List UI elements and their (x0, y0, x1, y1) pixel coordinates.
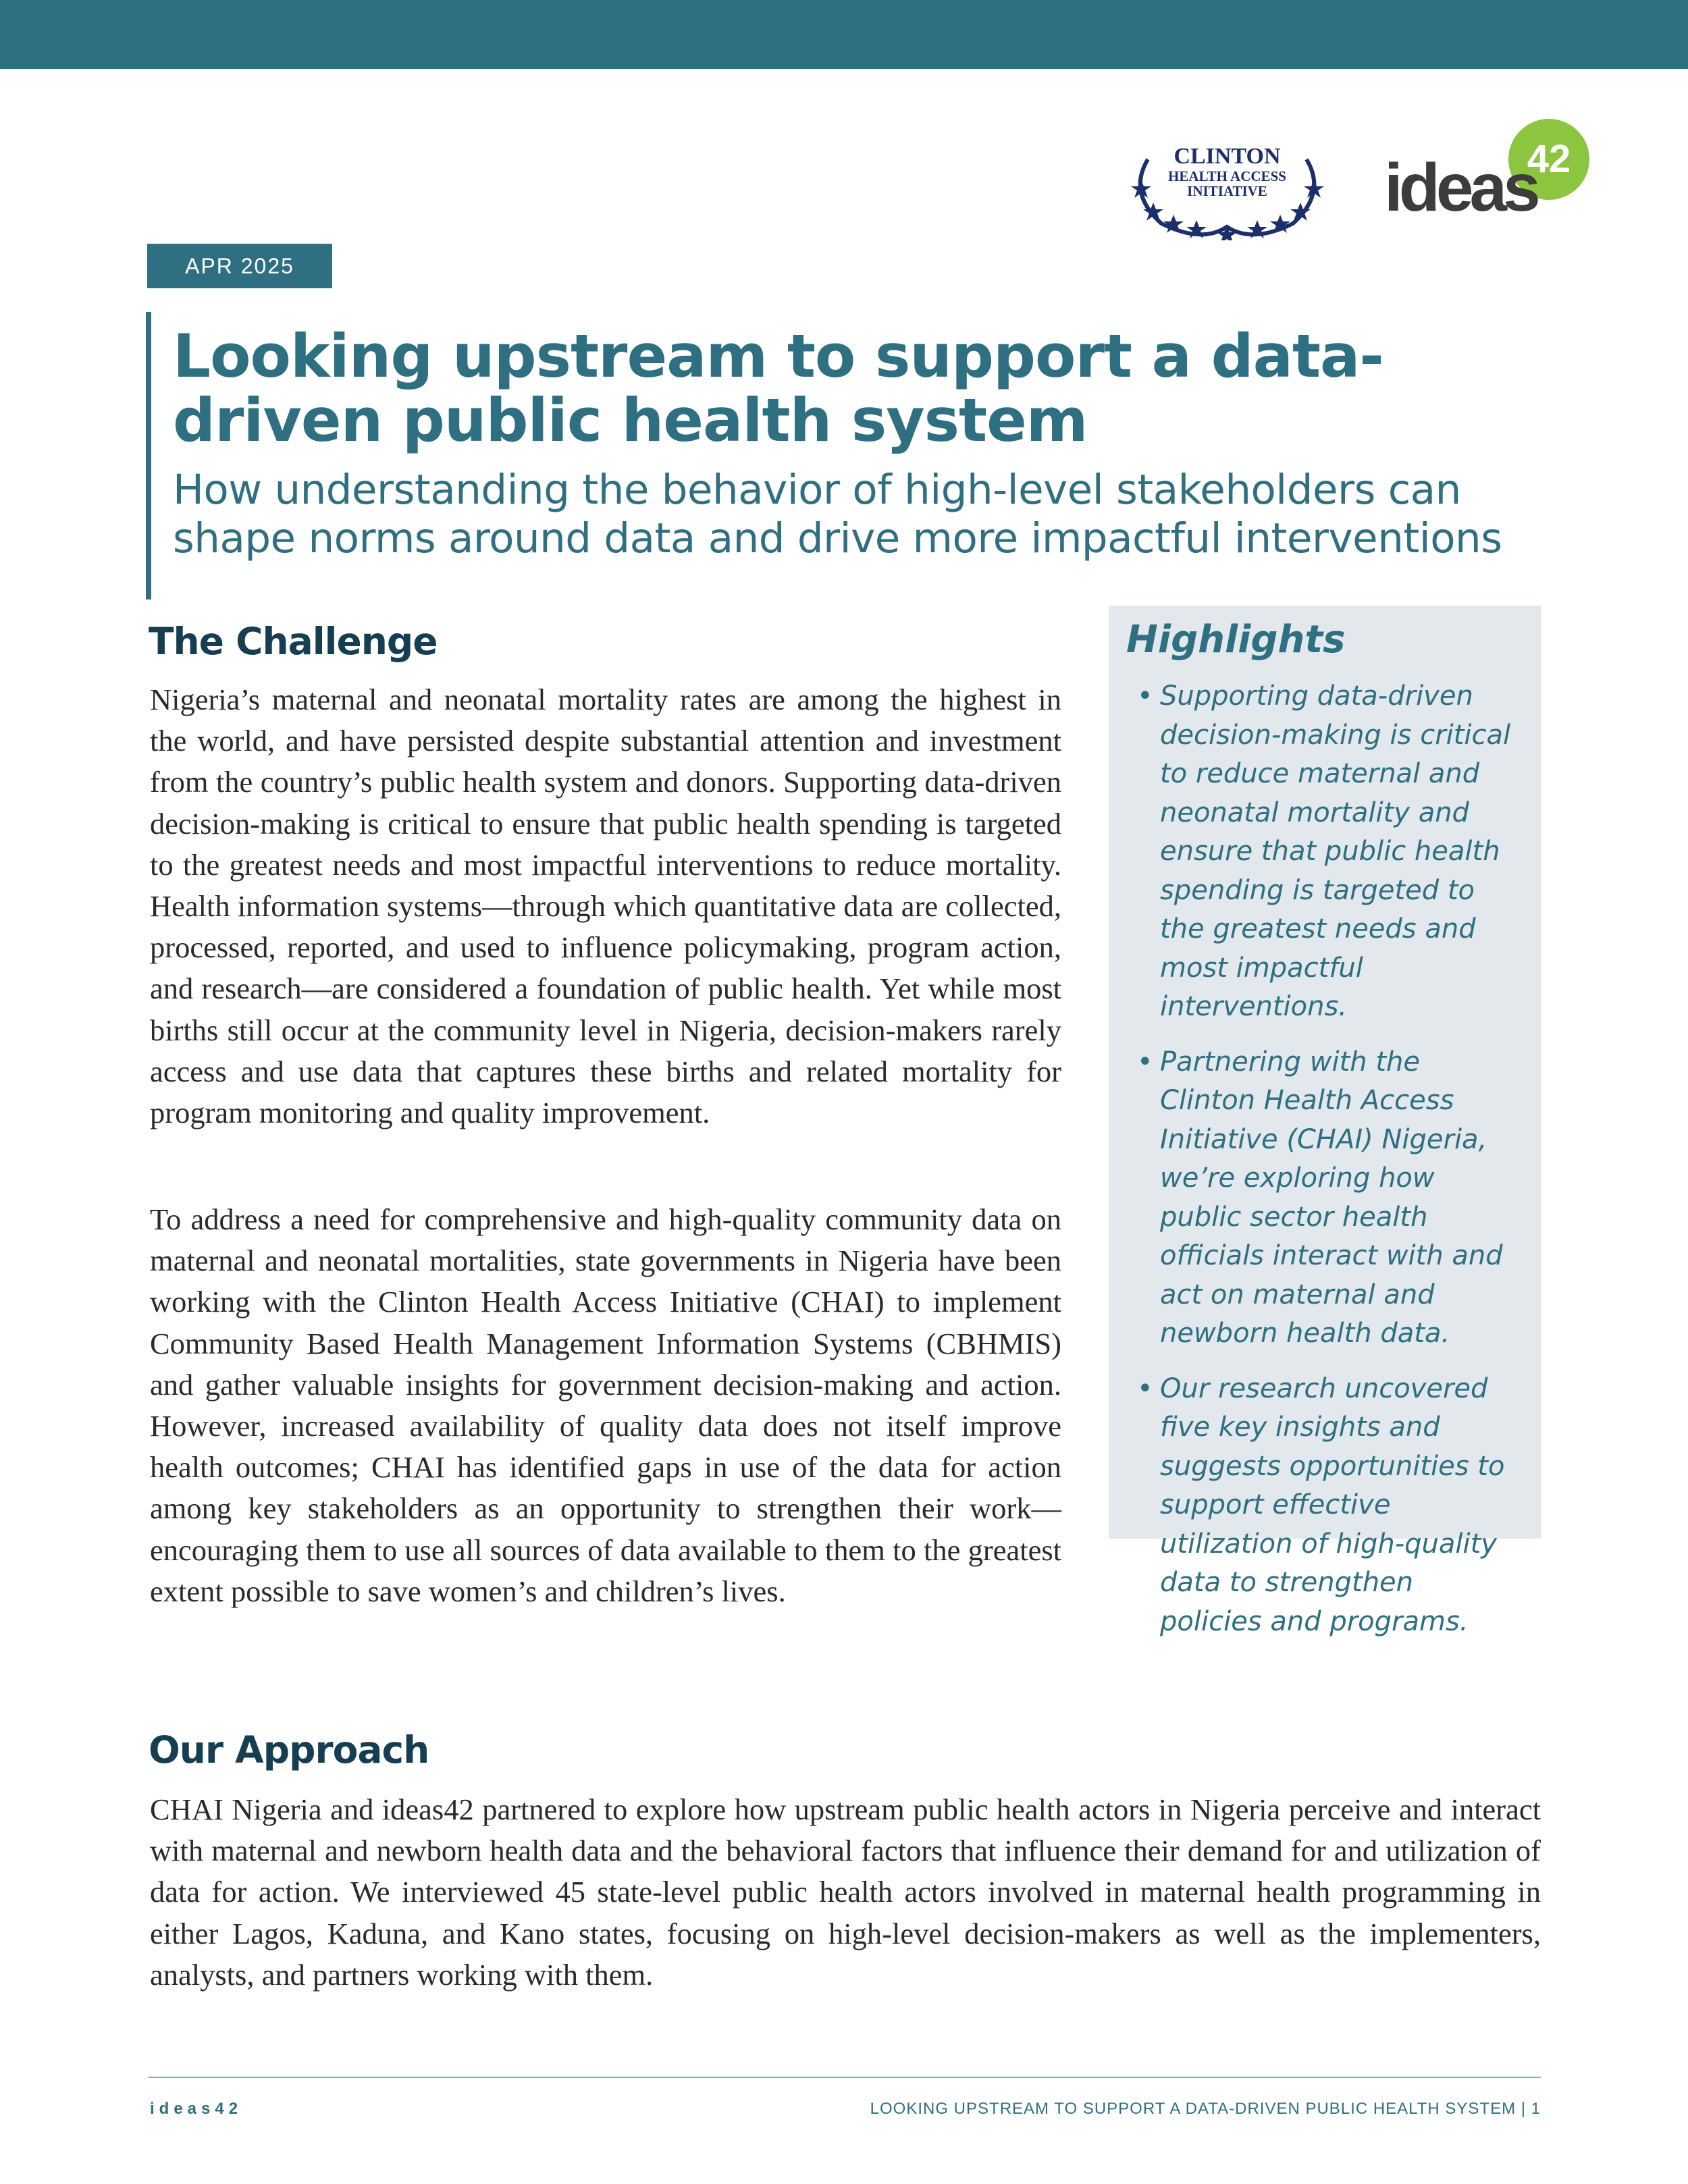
date-badge: APR 2025 (147, 244, 332, 288)
page-subtitle: How understanding the behavior of high-level stakeholders can shape norms around data and drive more impactful interventions (173, 466, 1502, 562)
highlight-text: Partnering with the Clinton Health Access Initiative (CHAI) Nigeria, we’re exploring how public sector health officials interact with and act on maternal and newborn health data. (1160, 1046, 1503, 1349)
highlights-list (1137, 677, 1522, 1657)
footer-divider (149, 2077, 1541, 2078)
highlight-item (1137, 677, 1522, 1027)
ideas42-logo (1384, 115, 1587, 223)
challenge-paragraph-1: Nigeria’s maternal and neonatal mortality rates are among the highest in the world, and have persisted despite substantial attention and investment from the country’s public health system and donors. Supporting data-driven decision-making is critical to ensure that public health spending is targeted to the greatest needs and most impactful interventions to reduce mortality. Health information systems—through which quantitative data are collected, processed, reported, and used to influence policymaking, program action, and research—are considered a foundation of public health. Yet while most births still occur at the community level in Nigeria, decision-makers rarely access and use data that captures these births and related mortality for program monitoring and quality improvement. (150, 683, 1061, 1130)
chai-logo-line1: CLINTON (1173, 144, 1281, 169)
top-color-bar (0, 0, 1688, 69)
highlight-item (1137, 1370, 1522, 1642)
ideas42-logo-circle: 42 (1508, 119, 1589, 200)
page-title: Looking upstream to support a data-driven public health system (173, 321, 1383, 455)
challenge-paragraph-2: To address a need for comprehensive and high-quality community data on maternal and neonatal mortalities, state governments in Nigeria have been working with the Clinton Health Access Initiative (CHAI) to implement Community Based Health Management Information Systems (CBHMIS) and gather valuable insights for government decision-making and action. However, increased availability of quality data does not itself improve health outcomes; CHAI has identified gaps in use of the data for action among key stakeholders as an opportunity to strengthen their work—encouraging them to use all sources of data available to them to the greatest extent possible to save women’s and children’s lives. (150, 1202, 1061, 1608)
ideas42-logo-word: ideas (1384, 150, 1537, 225)
chai-logo-line2: HEALTH ACCESS (1168, 167, 1286, 184)
footer-running-title: LOOKING UPSTREAM TO SUPPORT A DATA-DRIVEN PUBLIC HEALTH SYSTEM | 1 (870, 2100, 1541, 2118)
approach-paragraph: CHAI Nigeria and ideas42 partnered to explore how upstream public health actors in Nigeria perceive and interact with maternal and newborn health data and the behavioral factors that influence their demand for and utilization of data for action. We interviewed 45 state-level public health actors involved in maternal health programming in either Lagos, Kaduna, and Kano states, focusing on high-level decision-makers as well as the implementers, analysts, and partners working with them. (150, 1792, 1541, 1992)
highlight-text: Our research uncovered five key insights and suggests opportunities to support effective utilization of high-quality data to strengthen policies and programs. (1160, 1373, 1505, 1637)
highlights-box (1109, 606, 1541, 1637)
chai-logo-text (1121, 144, 1334, 198)
highlights-heading: Highlights (1126, 618, 1346, 662)
challenge-heading: The Challenge (149, 620, 438, 663)
chai-logo-line3: INITIATIVE (1187, 182, 1267, 199)
highlight-item (1137, 1043, 1522, 1354)
approach-heading: Our Approach (149, 1728, 429, 1772)
highlight-text: Supporting data-driven decision-making is critical to reduce maternal and neonatal mortality and ensure that public health spending is targeted to the greatest needs and most impactful interventions. (1160, 681, 1511, 1022)
bullet-icon: • (1137, 681, 1153, 712)
bullet-icon: • (1137, 1373, 1153, 1404)
bullet-icon: • (1137, 1046, 1153, 1077)
chai-logo (1121, 132, 1334, 240)
footer-brand: ideas42 (150, 2100, 243, 2118)
title-accent-rule (146, 312, 151, 600)
